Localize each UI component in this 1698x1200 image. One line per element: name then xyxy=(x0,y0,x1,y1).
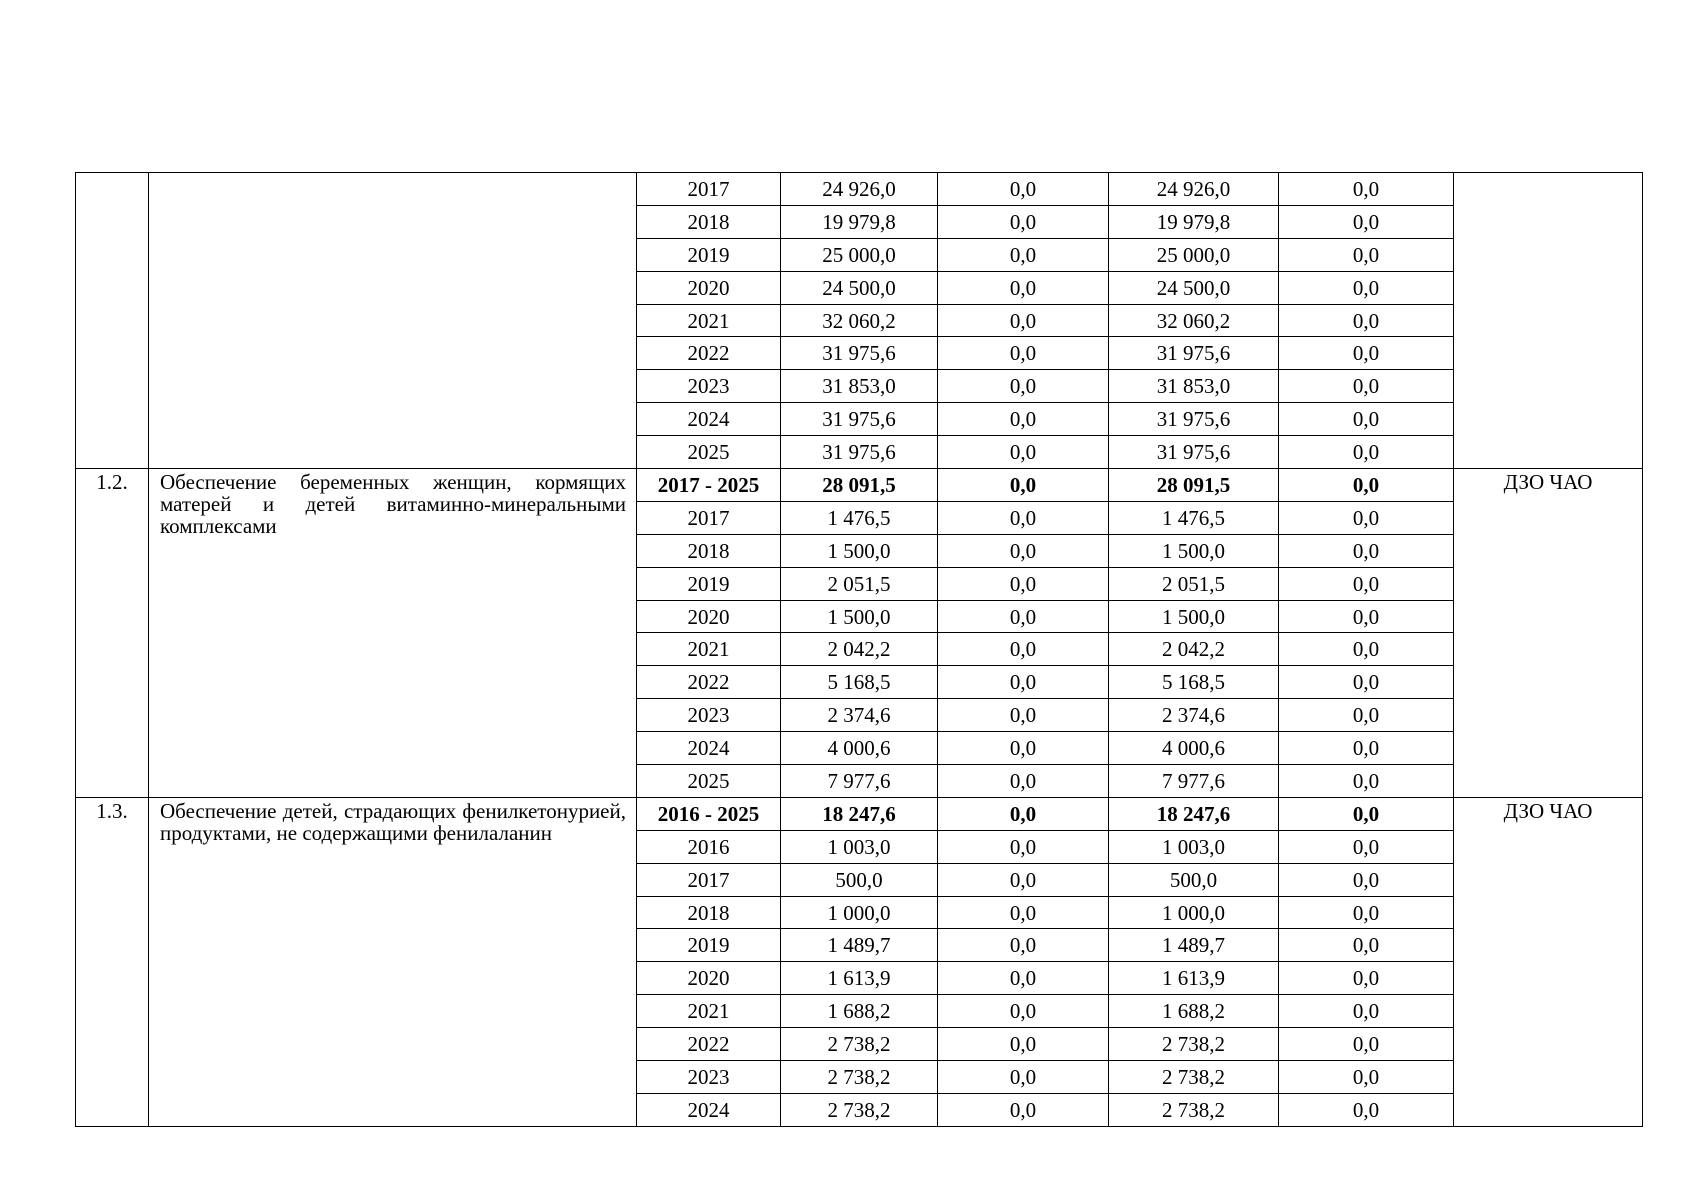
period-cell: 2019 xyxy=(637,567,781,600)
activity-name-cell: Обеспечение детей, страдающих фенилкетонурией, продуктами, не содержащими фенилаланин xyxy=(149,797,637,1126)
period-cell: 2022 xyxy=(637,1028,781,1061)
total-cell: 28 091,5 xyxy=(781,469,938,502)
total-cell: 31 853,0 xyxy=(781,370,938,403)
period-cell: 2021 xyxy=(637,633,781,666)
federal-budget-cell: 0,0 xyxy=(938,1028,1109,1061)
total-cell: 18 247,6 xyxy=(781,797,938,830)
period-cell: 2020 xyxy=(637,600,781,633)
regional-budget-cell: 24 500,0 xyxy=(1109,271,1279,304)
federal-budget-cell: 0,0 xyxy=(938,666,1109,699)
other-sources-cell: 0,0 xyxy=(1279,205,1454,238)
total-cell: 31 975,6 xyxy=(781,436,938,469)
regional-budget-cell: 2 042,2 xyxy=(1109,633,1279,666)
federal-budget-cell: 0,0 xyxy=(938,600,1109,633)
period-cell: 2016 xyxy=(637,830,781,863)
period-cell: 2024 xyxy=(637,732,781,765)
regional-budget-cell: 28 091,5 xyxy=(1109,469,1279,502)
regional-budget-cell: 7 977,6 xyxy=(1109,765,1279,798)
federal-budget-cell: 0,0 xyxy=(938,830,1109,863)
other-sources-cell: 0,0 xyxy=(1279,304,1454,337)
period-cell: 2019 xyxy=(637,929,781,962)
period-cell: 2021 xyxy=(637,995,781,1028)
regional-budget-cell: 2 738,2 xyxy=(1109,1061,1279,1094)
regional-budget-cell: 31 975,6 xyxy=(1109,337,1279,370)
regional-budget-cell: 32 060,2 xyxy=(1109,304,1279,337)
total-cell: 1 688,2 xyxy=(781,995,938,1028)
other-sources-cell: 0,0 xyxy=(1279,567,1454,600)
total-cell: 19 979,8 xyxy=(781,205,938,238)
federal-budget-cell: 0,0 xyxy=(938,501,1109,534)
regional-budget-cell: 1 500,0 xyxy=(1109,600,1279,633)
total-row xyxy=(76,797,1643,830)
federal-budget-cell: 0,0 xyxy=(938,929,1109,962)
other-sources-cell: 0,0 xyxy=(1279,403,1454,436)
period-cell: 2023 xyxy=(637,1061,781,1094)
total-cell: 32 060,2 xyxy=(781,304,938,337)
other-sources-cell: 0,0 xyxy=(1279,863,1454,896)
regional-budget-cell: 4 000,6 xyxy=(1109,732,1279,765)
item-number-cell: 1.3. xyxy=(76,797,149,1126)
regional-budget-cell: 1 489,7 xyxy=(1109,929,1279,962)
total-cell: 2 374,6 xyxy=(781,699,938,732)
federal-budget-cell: 0,0 xyxy=(938,469,1109,502)
period-cell: 2024 xyxy=(637,1093,781,1126)
period-cell: 2024 xyxy=(637,403,781,436)
federal-budget-cell: 0,0 xyxy=(938,271,1109,304)
funding-table xyxy=(75,172,1643,1127)
federal-budget-cell: 0,0 xyxy=(938,863,1109,896)
total-cell: 2 042,2 xyxy=(781,633,938,666)
other-sources-cell: 0,0 xyxy=(1279,1028,1454,1061)
regional-budget-cell: 2 738,2 xyxy=(1109,1093,1279,1126)
other-sources-cell: 0,0 xyxy=(1279,699,1454,732)
other-sources-cell: 0,0 xyxy=(1279,1061,1454,1094)
federal-budget-cell: 0,0 xyxy=(938,436,1109,469)
federal-budget-cell: 0,0 xyxy=(938,995,1109,1028)
regional-budget-cell: 2 051,5 xyxy=(1109,567,1279,600)
period-cell: 2025 xyxy=(637,436,781,469)
item-number-cell xyxy=(76,173,149,469)
period-cell: 2018 xyxy=(637,896,781,929)
regional-budget-cell: 24 926,0 xyxy=(1109,173,1279,206)
period-cell: 2017 xyxy=(637,501,781,534)
other-sources-cell: 0,0 xyxy=(1279,797,1454,830)
regional-budget-cell: 2 374,6 xyxy=(1109,699,1279,732)
other-sources-cell: 0,0 xyxy=(1279,765,1454,798)
regional-budget-cell: 2 738,2 xyxy=(1109,1028,1279,1061)
total-row xyxy=(76,469,1643,502)
total-cell: 1 500,0 xyxy=(781,534,938,567)
total-cell: 1 003,0 xyxy=(781,830,938,863)
other-sources-cell: 0,0 xyxy=(1279,732,1454,765)
federal-budget-cell: 0,0 xyxy=(938,534,1109,567)
activity-name-cell: Обеспечение беременных женщин, кормящих матерей и детей витаминно-минеральными комплексами xyxy=(149,469,637,798)
total-cell: 1 500,0 xyxy=(781,600,938,633)
other-sources-cell: 0,0 xyxy=(1279,929,1454,962)
regional-budget-cell: 1 000,0 xyxy=(1109,896,1279,929)
regional-budget-cell: 18 247,6 xyxy=(1109,797,1279,830)
total-cell: 4 000,6 xyxy=(781,732,938,765)
federal-budget-cell: 0,0 xyxy=(938,699,1109,732)
other-sources-cell: 0,0 xyxy=(1279,436,1454,469)
other-sources-cell: 0,0 xyxy=(1279,534,1454,567)
total-cell: 31 975,6 xyxy=(781,337,938,370)
regional-budget-cell: 31 975,6 xyxy=(1109,436,1279,469)
federal-budget-cell: 0,0 xyxy=(938,403,1109,436)
other-sources-cell: 0,0 xyxy=(1279,830,1454,863)
period-cell: 2021 xyxy=(637,304,781,337)
period-cell: 2022 xyxy=(637,337,781,370)
federal-budget-cell: 0,0 xyxy=(938,896,1109,929)
other-sources-cell: 0,0 xyxy=(1279,962,1454,995)
other-sources-cell: 0,0 xyxy=(1279,370,1454,403)
activity-name-cell xyxy=(149,173,637,469)
total-cell: 500,0 xyxy=(781,863,938,896)
regional-budget-cell: 1 003,0 xyxy=(1109,830,1279,863)
total-cell: 2 738,2 xyxy=(781,1093,938,1126)
regional-budget-cell: 25 000,0 xyxy=(1109,238,1279,271)
total-cell: 24 500,0 xyxy=(781,271,938,304)
period-cell: 2022 xyxy=(637,666,781,699)
total-cell: 5 168,5 xyxy=(781,666,938,699)
other-sources-cell: 0,0 xyxy=(1279,1093,1454,1126)
other-sources-cell: 0,0 xyxy=(1279,666,1454,699)
federal-budget-cell: 0,0 xyxy=(938,238,1109,271)
regional-budget-cell: 500,0 xyxy=(1109,863,1279,896)
total-cell: 2 738,2 xyxy=(781,1028,938,1061)
total-cell: 25 000,0 xyxy=(781,238,938,271)
total-cell: 31 975,6 xyxy=(781,403,938,436)
other-sources-cell: 0,0 xyxy=(1279,501,1454,534)
federal-budget-cell: 0,0 xyxy=(938,732,1109,765)
period-cell: 2017 xyxy=(637,173,781,206)
regional-budget-cell: 31 975,6 xyxy=(1109,403,1279,436)
federal-budget-cell: 0,0 xyxy=(938,1093,1109,1126)
federal-budget-cell: 0,0 xyxy=(938,962,1109,995)
period-cell: 2018 xyxy=(637,205,781,238)
regional-budget-cell: 1 613,9 xyxy=(1109,962,1279,995)
other-sources-cell: 0,0 xyxy=(1279,633,1454,666)
federal-budget-cell: 0,0 xyxy=(938,1061,1109,1094)
federal-budget-cell: 0,0 xyxy=(938,337,1109,370)
regional-budget-cell: 19 979,8 xyxy=(1109,205,1279,238)
other-sources-cell: 0,0 xyxy=(1279,469,1454,502)
regional-budget-cell: 1 476,5 xyxy=(1109,501,1279,534)
other-sources-cell: 0,0 xyxy=(1279,337,1454,370)
period-cell: 2025 xyxy=(637,765,781,798)
other-sources-cell: 0,0 xyxy=(1279,173,1454,206)
total-cell: 7 977,6 xyxy=(781,765,938,798)
other-sources-cell: 0,0 xyxy=(1279,995,1454,1028)
regional-budget-cell: 1 500,0 xyxy=(1109,534,1279,567)
other-sources-cell: 0,0 xyxy=(1279,896,1454,929)
federal-budget-cell: 0,0 xyxy=(938,173,1109,206)
period-cell: 2020 xyxy=(637,271,781,304)
period-cell: 2018 xyxy=(637,534,781,567)
table-body xyxy=(76,173,1643,1127)
executor-cell: ДЗО ЧАО xyxy=(1454,797,1643,1126)
total-cell: 24 926,0 xyxy=(781,173,938,206)
federal-budget-cell: 0,0 xyxy=(938,765,1109,798)
total-cell: 1 613,9 xyxy=(781,962,938,995)
period-cell: 2023 xyxy=(637,370,781,403)
regional-budget-cell: 31 853,0 xyxy=(1109,370,1279,403)
regional-budget-cell: 1 688,2 xyxy=(1109,995,1279,1028)
regional-budget-cell: 5 168,5 xyxy=(1109,666,1279,699)
federal-budget-cell: 0,0 xyxy=(938,633,1109,666)
table-row xyxy=(76,173,1643,206)
other-sources-cell: 0,0 xyxy=(1279,271,1454,304)
federal-budget-cell: 0,0 xyxy=(938,797,1109,830)
total-cell: 2 051,5 xyxy=(781,567,938,600)
executor-cell: ДЗО ЧАО xyxy=(1454,469,1643,798)
federal-budget-cell: 0,0 xyxy=(938,304,1109,337)
total-cell: 2 738,2 xyxy=(781,1061,938,1094)
other-sources-cell: 0,0 xyxy=(1279,238,1454,271)
period-cell: 2020 xyxy=(637,962,781,995)
other-sources-cell: 0,0 xyxy=(1279,600,1454,633)
total-cell: 1 476,5 xyxy=(781,501,938,534)
federal-budget-cell: 0,0 xyxy=(938,205,1109,238)
total-cell: 1 000,0 xyxy=(781,896,938,929)
executor-cell xyxy=(1454,173,1643,469)
item-number-cell: 1.2. xyxy=(76,469,149,798)
period-cell: 2017 xyxy=(637,863,781,896)
total-cell: 1 489,7 xyxy=(781,929,938,962)
period-cell: 2017 - 2025 xyxy=(637,469,781,502)
period-cell: 2023 xyxy=(637,699,781,732)
period-cell: 2016 - 2025 xyxy=(637,797,781,830)
federal-budget-cell: 0,0 xyxy=(938,370,1109,403)
period-cell: 2019 xyxy=(637,238,781,271)
federal-budget-cell: 0,0 xyxy=(938,567,1109,600)
